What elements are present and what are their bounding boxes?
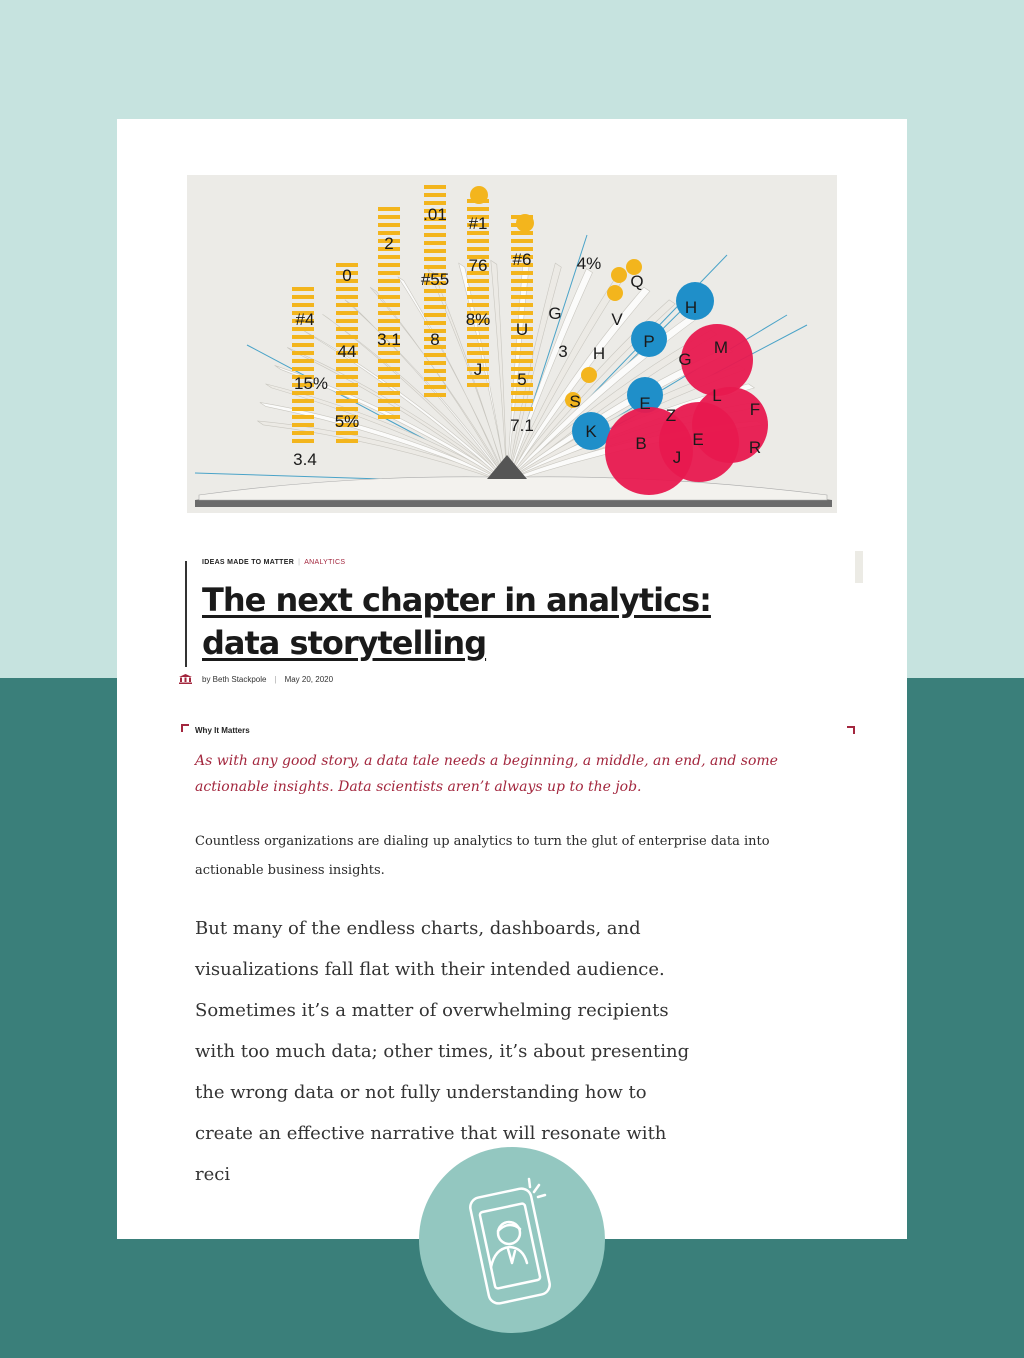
bar-dash bbox=[424, 369, 446, 373]
illustration-label: Q bbox=[630, 272, 644, 291]
bar-dash bbox=[378, 287, 400, 291]
bar-dash bbox=[424, 265, 446, 269]
bar-dash bbox=[292, 343, 314, 347]
bar-dash bbox=[336, 439, 358, 443]
bar-dash bbox=[424, 321, 446, 325]
bar-dash bbox=[424, 361, 446, 365]
illustration-label: .01 bbox=[423, 205, 447, 224]
bar-dash bbox=[467, 207, 489, 211]
kicker-section-link[interactable]: IDEAS MADE TO MATTER bbox=[202, 559, 295, 566]
bar-dash bbox=[511, 287, 533, 291]
bar-dash bbox=[292, 423, 314, 427]
bar-dash bbox=[511, 239, 533, 243]
yellow-dot bbox=[516, 214, 534, 232]
bar-dash bbox=[378, 295, 400, 299]
hero-illustration bbox=[187, 175, 837, 513]
illustration-label: 8 bbox=[430, 330, 440, 349]
bar-dash bbox=[292, 367, 314, 371]
kicker-separator: | bbox=[298, 559, 301, 566]
bar-dash bbox=[467, 383, 489, 387]
bar-dash bbox=[378, 271, 400, 275]
bar-dash bbox=[378, 223, 400, 227]
bar-dash bbox=[292, 351, 314, 355]
bar-dash bbox=[336, 303, 358, 307]
bar-dash bbox=[424, 225, 446, 229]
institution-icon bbox=[179, 674, 192, 684]
bar-dash bbox=[378, 303, 400, 307]
bar-dash bbox=[511, 279, 533, 283]
bar-dash bbox=[378, 255, 400, 259]
bar-dash bbox=[378, 351, 400, 355]
illustration-label: U bbox=[515, 320, 529, 339]
illustration-label: H bbox=[684, 298, 698, 317]
illustration-label: G bbox=[548, 304, 562, 323]
bar-dash bbox=[378, 311, 400, 315]
bar-dash bbox=[336, 327, 358, 331]
illustration-label: #4 bbox=[295, 310, 315, 329]
bar-dash bbox=[336, 335, 358, 339]
bar-dash bbox=[336, 391, 358, 395]
byline bbox=[179, 674, 333, 684]
bar-dash bbox=[336, 311, 358, 315]
bar-dash bbox=[292, 431, 314, 435]
illustration-label: E bbox=[692, 430, 704, 449]
author-link[interactable]: by Beth Stackpole bbox=[202, 674, 267, 684]
bar-dash bbox=[378, 207, 400, 211]
bar-dash bbox=[378, 415, 400, 419]
bar-dash bbox=[424, 385, 446, 389]
bar-dash bbox=[424, 305, 446, 309]
illustration-label: R bbox=[748, 438, 762, 457]
bar-dash bbox=[511, 295, 533, 299]
illustration-label: #1 bbox=[468, 214, 488, 233]
bar-dash bbox=[467, 295, 489, 299]
bar-dash bbox=[378, 391, 400, 395]
bar-dash bbox=[511, 351, 533, 355]
illustration-label: 3.1 bbox=[377, 330, 401, 349]
bar-dash bbox=[292, 439, 314, 443]
bar-dash bbox=[424, 393, 446, 397]
bar-dash bbox=[467, 287, 489, 291]
bar-dash bbox=[424, 241, 446, 245]
illustration-label: L bbox=[712, 386, 722, 405]
illustration-label: K bbox=[585, 422, 597, 441]
bar-dash bbox=[292, 287, 314, 291]
bar-dash bbox=[511, 311, 533, 315]
bar-dash bbox=[511, 271, 533, 275]
bar-dash bbox=[424, 185, 446, 189]
bar-dash bbox=[378, 279, 400, 283]
book-page bbox=[491, 260, 507, 483]
illustration-label: 0 bbox=[342, 266, 352, 285]
bar-dash bbox=[336, 431, 358, 435]
bar-dash bbox=[467, 247, 489, 251]
bar-dash bbox=[292, 415, 314, 419]
bar-dash bbox=[292, 335, 314, 339]
badge-circle bbox=[419, 1147, 605, 1333]
bar-dash bbox=[424, 257, 446, 261]
bar-dash bbox=[378, 367, 400, 371]
bar-dash bbox=[378, 383, 400, 387]
illustration-label: V bbox=[611, 310, 623, 329]
illustration-label: J bbox=[473, 360, 483, 379]
illustration-label: 7.1 bbox=[510, 416, 534, 435]
illustration-label: S bbox=[569, 392, 581, 411]
yellow-dot bbox=[611, 267, 627, 283]
bar-dash bbox=[511, 303, 533, 307]
illustration-label: F bbox=[749, 400, 761, 419]
bar-dash bbox=[424, 313, 446, 317]
bar-dash bbox=[511, 359, 533, 363]
bar-dash bbox=[467, 343, 489, 347]
illustration-label: M bbox=[713, 338, 729, 357]
illustration-label: #55 bbox=[420, 270, 450, 289]
bar-dash bbox=[378, 319, 400, 323]
yellow-dot bbox=[607, 285, 623, 301]
illustration-label: #6 bbox=[512, 250, 532, 269]
bar-dash bbox=[292, 295, 314, 299]
illustration-label: 3.4 bbox=[293, 450, 317, 469]
bar-dash bbox=[424, 193, 446, 197]
bar-dash bbox=[424, 353, 446, 357]
article-lede: Countless organizations are dialing up analytics to turn the glut of enterprise data into actionable business insights. bbox=[195, 834, 770, 878]
bar-dash bbox=[336, 407, 358, 411]
bar-dash bbox=[378, 375, 400, 379]
article-card bbox=[117, 119, 907, 1239]
article-body: But many of the endless charts, dashboards, and visualizations fall flat with their intended audience. Sometimes it’s a matter of overwhelming recipients with too much data; other times, it’s about presenting the wrong data or not fully understanding how to create an effective narrative that will resonate with reci bbox=[195, 918, 690, 1185]
bar-dash bbox=[292, 303, 314, 307]
bar-dash bbox=[424, 297, 446, 301]
illustration-label: Z bbox=[665, 406, 677, 425]
article-dek: As with any good story, a data tale needs a beginning, a middle, an end, and some actionable insights. Data scientists aren’t always up to the job. bbox=[195, 753, 778, 795]
illustration-label: 76 bbox=[468, 256, 488, 275]
publish-date: May 20, 2020 bbox=[284, 674, 334, 684]
illustration-label: G bbox=[678, 350, 692, 369]
smartphone-user-icon bbox=[419, 1147, 605, 1333]
illustration-label: 3 bbox=[558, 342, 568, 361]
bar-dash bbox=[378, 215, 400, 219]
illustration-label: J bbox=[672, 448, 682, 467]
bracket-corner-right bbox=[847, 726, 855, 734]
bar-dash bbox=[467, 279, 489, 283]
bar-dash bbox=[336, 375, 358, 379]
bar-dash bbox=[292, 407, 314, 411]
illustration-label: 15% bbox=[293, 374, 329, 393]
bar-dash bbox=[424, 233, 446, 237]
bar-dash bbox=[424, 289, 446, 293]
kicker bbox=[202, 559, 345, 566]
page-title[interactable]: The next chapter in analytics: data storytelling bbox=[202, 581, 711, 662]
bar-dash bbox=[378, 359, 400, 363]
illustration-label: 8% bbox=[465, 310, 491, 329]
illustration-label: 44 bbox=[337, 342, 357, 361]
bar-dash bbox=[511, 231, 533, 235]
illustration-label: 5% bbox=[334, 412, 360, 431]
bar-dash bbox=[511, 399, 533, 403]
scrollbar-thumb[interactable] bbox=[855, 551, 863, 583]
bar-dash bbox=[511, 343, 533, 347]
kicker-topic-link[interactable]: ANALYTICS bbox=[304, 559, 346, 566]
bar-dash bbox=[336, 287, 358, 291]
illustration-label: E bbox=[639, 394, 651, 413]
bar-dash bbox=[424, 377, 446, 381]
why-it-matters-label: Why It Matters bbox=[195, 726, 250, 735]
bar-dash bbox=[424, 249, 446, 253]
illustration-label: P bbox=[643, 332, 655, 351]
bar-dash bbox=[511, 391, 533, 395]
illustration-label: 4% bbox=[576, 254, 602, 273]
bar-dash bbox=[336, 367, 358, 371]
byline-separator: | bbox=[274, 674, 277, 684]
yellow-dot bbox=[470, 186, 488, 204]
bar-dash bbox=[378, 407, 400, 411]
bar-dash bbox=[467, 335, 489, 339]
illustration-label: 2 bbox=[384, 234, 394, 253]
bar-dash bbox=[467, 303, 489, 307]
bracket-corner-left bbox=[181, 724, 189, 732]
illustration-label: H bbox=[592, 344, 606, 363]
illustration-label: B bbox=[635, 434, 647, 453]
bar-dash bbox=[292, 399, 314, 403]
bar-dash bbox=[467, 351, 489, 355]
bar-dash bbox=[378, 263, 400, 267]
bar-dash bbox=[336, 295, 358, 299]
book-edge bbox=[199, 477, 827, 500]
bar-dash bbox=[467, 239, 489, 243]
illustration-label: 5 bbox=[517, 370, 527, 389]
bar-dash bbox=[511, 407, 533, 411]
bar-dash bbox=[292, 359, 314, 363]
bar-dash bbox=[336, 319, 358, 323]
yellow-dot bbox=[581, 367, 597, 383]
kicker-rule bbox=[185, 561, 187, 667]
bar-dash bbox=[336, 383, 358, 387]
bar-dash bbox=[336, 399, 358, 403]
bar-dash bbox=[378, 399, 400, 403]
